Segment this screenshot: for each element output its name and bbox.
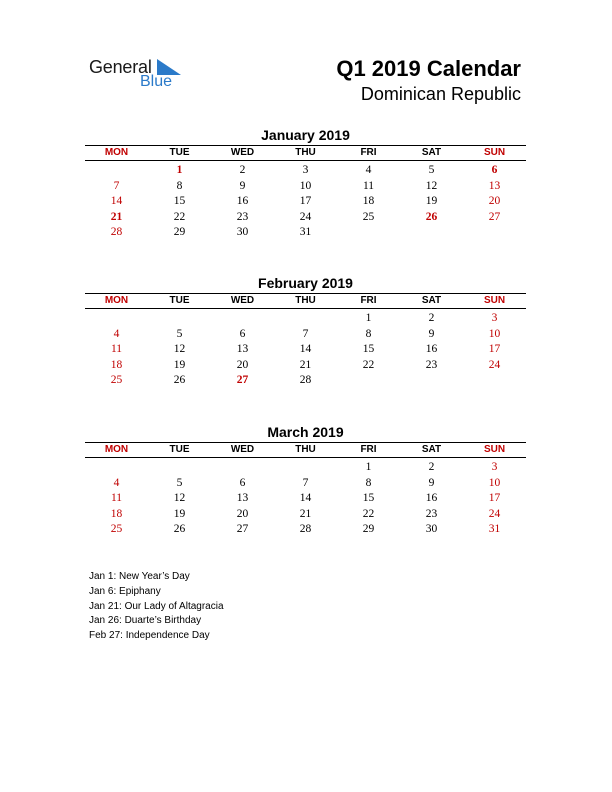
day-cell: 21 — [299, 507, 312, 520]
day-cell — [85, 163, 148, 179]
day-cell: 4 — [365, 164, 372, 176]
day-cell: 20 — [488, 195, 501, 208]
day-cell — [400, 373, 463, 389]
weekday-label: WED — [230, 295, 255, 306]
day-cell — [85, 311, 148, 327]
week-row — [85, 522, 526, 538]
day-cell: 14 — [110, 195, 123, 208]
day-cell: 30 — [236, 226, 249, 239]
day-cell: 27 — [236, 523, 249, 536]
holiday-item: Jan 6: Epiphany — [89, 585, 161, 597]
month-january — [85, 125, 526, 241]
day-cell: 5 — [176, 327, 183, 340]
day-cell: 11 — [110, 343, 123, 356]
week-row — [85, 225, 526, 241]
day-cell: 13 — [488, 179, 501, 192]
day-cell — [211, 311, 274, 327]
day-cell: 8 — [365, 476, 372, 489]
page-subtitle: Dominican Republic — [360, 84, 521, 104]
holiday-item: Jan 1: New Year’s Day — [89, 571, 190, 582]
day-cell: 23 — [236, 210, 249, 223]
week-row — [85, 327, 526, 343]
day-cell: 17 — [299, 195, 312, 208]
day-cell: 11 — [362, 179, 375, 192]
day-cell: 10 — [488, 327, 501, 340]
day-cell: 16 — [425, 343, 438, 356]
day-cell: 15 — [362, 492, 375, 505]
day-cell: 24 — [488, 358, 501, 371]
day-cell: 19 — [173, 358, 186, 371]
day-cell: 7 — [302, 476, 309, 489]
day-cell: 4 — [113, 327, 120, 340]
day-cell — [148, 460, 211, 476]
day-cell — [148, 311, 211, 327]
day-cell: 20 — [236, 358, 249, 371]
week-row — [85, 507, 526, 523]
week-row — [85, 179, 526, 195]
day-cell: 8 — [176, 179, 183, 192]
day-cell — [337, 225, 400, 241]
weekday-header-row — [85, 293, 526, 309]
weekday-label: FRI — [360, 147, 377, 158]
day-cell: 5 — [176, 476, 183, 489]
weekday-label: TUE — [169, 295, 190, 306]
day-cell: 30 — [425, 523, 438, 536]
day-cell: 21 — [110, 210, 123, 223]
day-cell: 24 — [488, 507, 501, 520]
day-cell — [274, 311, 337, 327]
day-cell — [337, 373, 400, 389]
day-cell: 1 — [176, 164, 183, 176]
weekday-label: FRI — [360, 444, 377, 455]
week-row — [85, 373, 526, 389]
day-cell — [274, 460, 337, 476]
day-cell: 17 — [488, 492, 501, 505]
month-title: January 2019 — [261, 127, 350, 143]
day-cell — [400, 225, 463, 241]
day-cell: 9 — [239, 179, 246, 192]
day-cell: 15 — [362, 343, 375, 356]
day-cell: 8 — [365, 327, 372, 340]
day-cell: 17 — [488, 343, 501, 356]
weekday-label: THU — [295, 444, 316, 455]
day-cell: 5 — [428, 164, 435, 176]
day-cell: 31 — [299, 226, 312, 239]
weekday-label: SAT — [421, 444, 442, 455]
holiday-item: Jan 21: Our Lady of Altagracia — [89, 600, 224, 612]
day-cell: 19 — [425, 195, 438, 208]
week-row — [85, 491, 526, 507]
weekday-label: MON — [104, 444, 129, 455]
weekday-label: SUN — [483, 295, 506, 306]
day-cell — [463, 225, 526, 241]
day-cell: 18 — [110, 507, 123, 520]
day-cell: 26 — [173, 523, 186, 536]
logo-text-blue: Blue — [140, 73, 173, 90]
weekday-label: SAT — [421, 147, 442, 158]
day-cell: 18 — [110, 358, 123, 371]
day-cell: 4 — [113, 476, 120, 489]
day-cell: 21 — [299, 358, 312, 371]
day-cell: 14 — [299, 492, 312, 505]
day-cell: 11 — [110, 492, 123, 505]
day-cell: 7 — [302, 327, 309, 340]
month-february — [85, 273, 526, 389]
day-cell — [85, 460, 148, 476]
weekday-label: FRI — [360, 295, 377, 306]
day-cell: 6 — [239, 327, 246, 340]
week-row — [85, 460, 526, 476]
week-row — [85, 358, 526, 374]
weekday-header-row — [85, 442, 526, 458]
day-cell: 14 — [299, 343, 312, 356]
month-title: March 2019 — [267, 424, 344, 440]
weekday-label: SUN — [483, 147, 506, 158]
day-cell: 15 — [173, 195, 186, 208]
day-cell: 24 — [299, 210, 312, 223]
weekday-label: SAT — [421, 295, 442, 306]
day-cell: 2 — [239, 164, 246, 176]
weekday-label: WED — [230, 444, 255, 455]
weekday-label: SUN — [483, 444, 506, 455]
day-cell: 16 — [236, 195, 249, 208]
holiday-item: Feb 27: Independence Day — [89, 630, 210, 642]
weekday-label: TUE — [169, 147, 190, 158]
day-cell: 12 — [425, 179, 438, 192]
day-cell: 28 — [299, 374, 312, 387]
page-title: Q1 2019 Calendar — [336, 56, 521, 81]
day-cell: 7 — [113, 179, 120, 192]
week-row — [85, 163, 526, 179]
day-cell: 28 — [299, 523, 312, 536]
day-cell: 3 — [302, 164, 309, 176]
day-cell — [211, 460, 274, 476]
day-cell — [463, 373, 526, 389]
week-row — [85, 210, 526, 226]
day-cell: 27 — [488, 210, 501, 223]
day-cell: 22 — [362, 507, 375, 520]
day-cell: 23 — [425, 358, 438, 371]
day-cell: 2 — [428, 312, 435, 324]
day-cell: 9 — [428, 476, 435, 489]
day-cell: 25 — [110, 523, 123, 536]
weekday-label: TUE — [169, 444, 190, 455]
day-cell: 9 — [428, 327, 435, 340]
day-cell: 27 — [236, 374, 249, 387]
weekday-label: WED — [230, 147, 255, 158]
day-cell: 6 — [491, 164, 498, 176]
day-cell: 16 — [425, 492, 438, 505]
day-cell: 25 — [362, 210, 375, 223]
weekday-label: THU — [295, 147, 316, 158]
week-row — [85, 194, 526, 210]
month-title: February 2019 — [258, 275, 353, 291]
week-row — [85, 311, 526, 327]
day-cell: 3 — [491, 461, 498, 473]
day-cell: 29 — [362, 523, 375, 536]
holiday-list — [89, 570, 224, 644]
day-cell: 13 — [236, 343, 249, 356]
weekday-label: MON — [104, 295, 129, 306]
day-cell: 1 — [365, 461, 372, 473]
day-cell: 31 — [488, 523, 501, 536]
week-row — [85, 342, 526, 358]
day-cell: 20 — [236, 507, 249, 520]
weekday-label: THU — [295, 295, 316, 306]
day-cell: 12 — [173, 492, 186, 505]
month-march — [85, 422, 526, 538]
day-cell: 22 — [362, 358, 375, 371]
day-cell: 6 — [239, 476, 246, 489]
week-row — [85, 476, 526, 492]
weekday-label: MON — [104, 147, 129, 158]
weekday-header-row — [85, 145, 526, 161]
day-cell: 10 — [299, 179, 312, 192]
day-cell: 13 — [236, 492, 249, 505]
day-cell: 2 — [428, 461, 435, 473]
day-cell: 10 — [488, 476, 501, 489]
day-cell: 28 — [110, 226, 123, 239]
day-cell: 19 — [173, 507, 186, 520]
day-cell: 22 — [173, 210, 186, 223]
day-cell: 29 — [173, 226, 186, 239]
day-cell: 18 — [362, 195, 375, 208]
day-cell: 23 — [425, 507, 438, 520]
logo-text-general: General — [89, 57, 152, 77]
day-cell: 12 — [173, 343, 186, 356]
day-cell: 25 — [110, 374, 123, 387]
day-cell: 26 — [425, 210, 438, 223]
holiday-item: Jan 26: Duarte’s Birthday — [89, 615, 202, 627]
day-cell: 26 — [173, 374, 186, 387]
brand-logo — [89, 57, 189, 93]
day-cell: 1 — [365, 312, 372, 324]
day-cell: 3 — [491, 312, 498, 324]
